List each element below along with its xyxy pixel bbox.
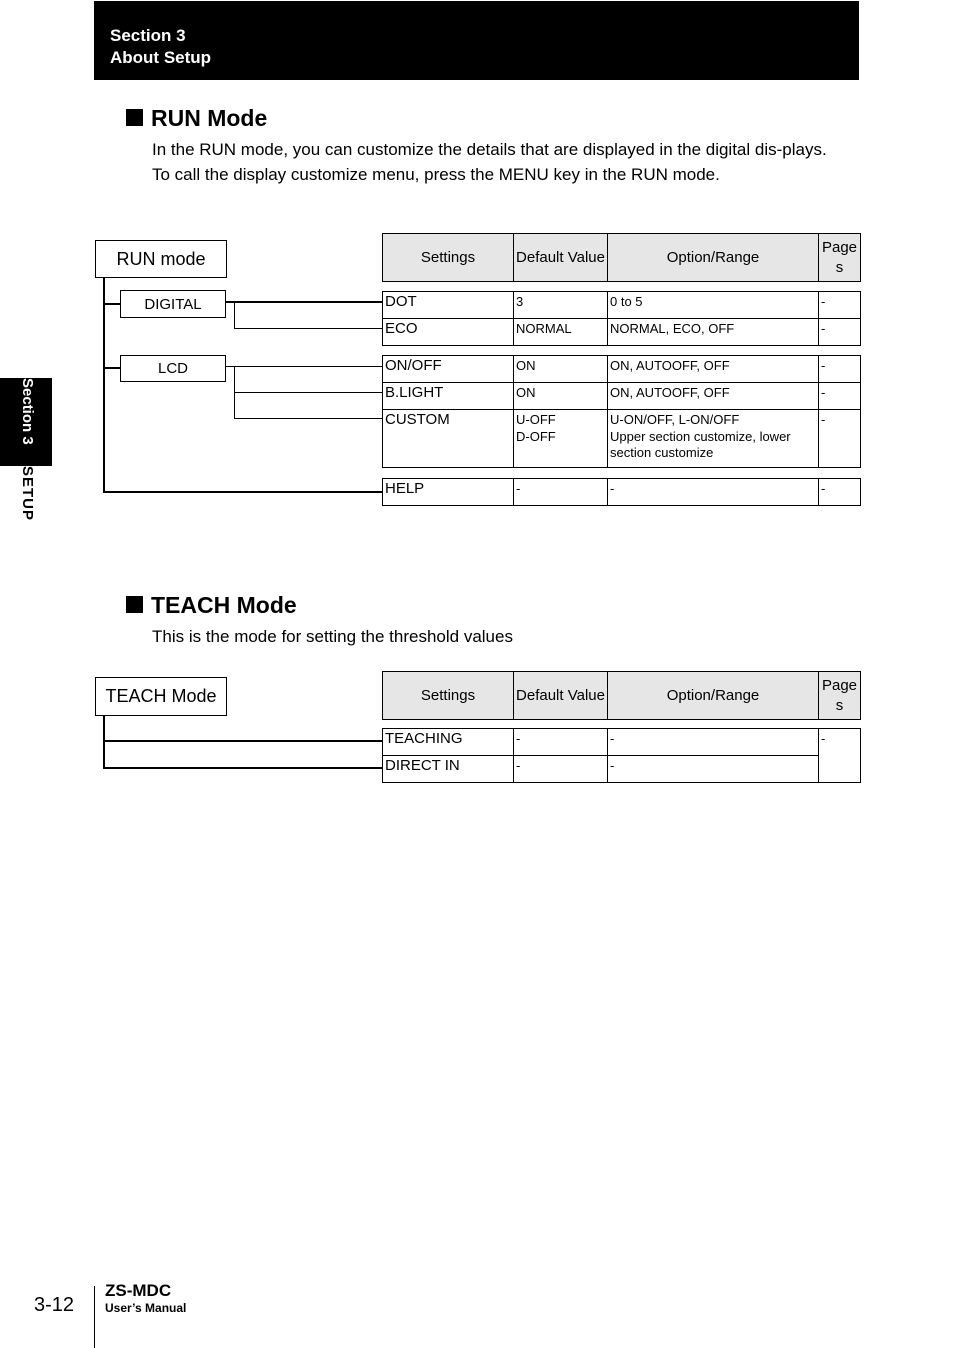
teach-mode-heading (126, 592, 297, 619)
setting-options: U-ON/OFF, L-ON/OFF Upper section customize, lower section customize (608, 410, 819, 468)
teach-mode-root-box (95, 677, 227, 716)
footer-product: ZS-MDC (105, 1281, 172, 1300)
run-description-line-2: To call the display customize menu, press the MENU key in the RUN mode. (152, 164, 720, 184)
section-header-bar (94, 1, 859, 80)
run-tree-branch-help (103, 491, 383, 493)
header-settings: Settings (383, 234, 514, 282)
setting-name: ON/OFF (383, 356, 514, 383)
header-default-value: Default Value (514, 234, 608, 282)
side-tab-section: Section 3 (19, 378, 36, 445)
lcd-branch-blight (234, 392, 383, 393)
digital-branch-dot (226, 301, 383, 303)
setting-options: - (608, 756, 819, 783)
setting-options: ON, AUTOOFF, OFF (608, 383, 819, 410)
header-title: About Setup (110, 48, 212, 67)
table-row (383, 292, 861, 319)
teach-mode-description (152, 625, 859, 650)
setting-options: - (608, 729, 819, 756)
teach-mode-heading-text: TEACH Mode (151, 592, 297, 618)
table-row (383, 410, 861, 468)
setting-name: DIRECT IN (383, 756, 514, 783)
run-mode-heading-text: RUN Mode (151, 105, 268, 131)
header-pages: Page s (819, 234, 861, 282)
lcd-settings-table (382, 355, 861, 468)
setting-pages: - (819, 729, 861, 783)
table-row (383, 479, 861, 506)
teach-settings-table-header (382, 671, 861, 720)
teach-tree-trunk (103, 716, 105, 769)
run-mode-heading (126, 105, 267, 132)
teach-settings-table (382, 728, 861, 783)
setting-default: NORMAL (514, 319, 608, 346)
setting-options: ON, AUTOOFF, OFF (608, 356, 819, 383)
setting-default: U-OFF D-OFF (514, 410, 608, 468)
lcd-box (120, 355, 226, 382)
setting-pages: - (819, 356, 861, 383)
setting-pages: - (819, 319, 861, 346)
lcd-branch-custom (234, 418, 383, 419)
setting-default: 3 (514, 292, 608, 319)
side-tab (0, 378, 52, 548)
run-mode-root-box (95, 240, 227, 278)
setting-default: - (514, 729, 608, 756)
header-pages: Page s (819, 672, 861, 720)
header-option-range: Option/Range (608, 672, 819, 720)
teach-tree-branch-teaching (103, 740, 383, 742)
setting-options: NORMAL, ECO, OFF (608, 319, 819, 346)
run-mode-root-label: RUN mode (116, 248, 206, 269)
run-settings-table-header (382, 233, 861, 282)
run-tree-branch-digital (103, 303, 120, 305)
setting-name: ECO (383, 319, 514, 346)
page-number: 3-12 (34, 1294, 75, 1316)
teach-mode-root-label: TEACH Mode (105, 686, 217, 706)
setting-name: CUSTOM (383, 410, 514, 468)
square-bullet-icon (126, 109, 143, 126)
setting-options: - (608, 479, 819, 506)
digital-settings-table (382, 291, 861, 346)
lcd-branch-onoff (226, 366, 383, 367)
header-option-range: Option/Range (608, 234, 819, 282)
footer-divider (94, 1286, 95, 1348)
digital-branch-vertical (234, 302, 235, 328)
setting-pages: - (819, 410, 861, 468)
setting-pages: - (819, 479, 861, 506)
header-default-value: Default Value (514, 672, 608, 720)
square-bullet-icon (126, 596, 143, 613)
header-section: Section 3 (110, 26, 186, 45)
run-description-line-1: In the RUN mode, you can customize the details that are displayed in the digital dis-plays. (152, 140, 827, 159)
digital-branch-eco (234, 328, 383, 329)
digital-box-label: DIGITAL (144, 295, 202, 313)
lcd-box-label: LCD (157, 360, 188, 377)
setting-name: HELP (383, 479, 514, 506)
setting-options: 0 to 5 (608, 292, 819, 319)
setting-default: - (514, 756, 608, 783)
table-row (383, 319, 861, 346)
run-tree-branch-lcd (103, 367, 120, 369)
footer-manual: User’s Manual (105, 1301, 187, 1315)
table-row (383, 756, 861, 783)
setting-default: ON (514, 383, 608, 410)
table-row (383, 729, 861, 756)
run-mode-description (152, 138, 859, 187)
setting-pages: - (819, 383, 861, 410)
help-settings-table (382, 478, 861, 506)
table-row (383, 356, 861, 383)
setting-name: B.LIGHT (383, 383, 514, 410)
side-tab-label: SETUP (19, 466, 36, 522)
teach-description-line: This is the mode for setting the threshold values (152, 627, 513, 646)
setting-pages: - (819, 292, 861, 319)
setting-default: ON (514, 356, 608, 383)
setting-default: - (514, 479, 608, 506)
teach-tree-branch-direct-in (103, 767, 383, 769)
table-row (383, 383, 861, 410)
digital-box (120, 290, 226, 318)
setting-name: DOT (383, 292, 514, 319)
run-tree-trunk (103, 278, 105, 493)
setting-name: TEACHING (383, 729, 514, 756)
header-settings: Settings (383, 672, 514, 720)
